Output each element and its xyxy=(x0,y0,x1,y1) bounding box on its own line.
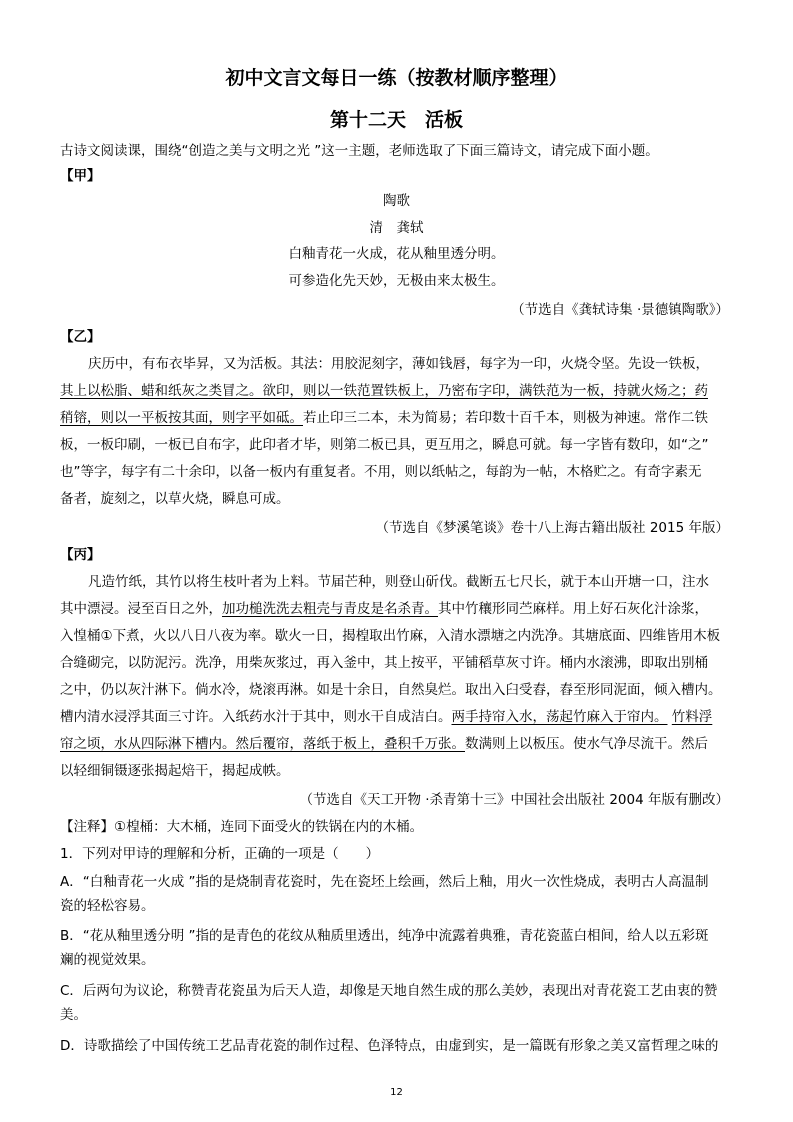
passage-line: 以轻细铜镊逐张揭起焙干，揭起成帙。 xyxy=(60,763,290,779)
option-d: D．诗歌描绘了中国传统工艺品青花瓷的制作过程、色泽特点，由虚到实，是一篇既有形象之美又富哲理之味的 xyxy=(60,1038,719,1054)
poem-line: 白釉青花一火成，花从釉里透分明。 xyxy=(288,246,505,262)
source-citation: （节选自《梦溪笔谈》卷十八上海古籍出版社 2015 年版） xyxy=(375,520,729,536)
passage-text: 其中竹穰形同苎麻样。用上好石灰化汁涂浆， xyxy=(438,601,708,617)
passage-text: 槽内清水浸浮其面三寸许。入纸药水汁于其中，则水干自成洁白。 xyxy=(60,709,452,725)
option-c-continued: 美。 xyxy=(60,1007,87,1023)
document-title: 初中文言文每日一练（按教材顺序整理） xyxy=(225,67,568,89)
option-a: A．“白釉青花一火成 ”指的是烧制青花瓷时，先在瓷坯上绘画，然后上釉，用火一次性烧成，表明古人高温制 xyxy=(60,874,709,890)
annotation-note: 【注释】①楻桶：大木桶，连同下面受火的铁锅在内的木桶。 xyxy=(60,819,424,835)
option-b: B．“花从釉里透分明 ”指的是青色的花纹从釉质里透出，纯净中流露着典雅，青花瓷蓝白相间，给人以五彩斑 xyxy=(60,928,709,944)
poem-line: 可参造化先天妙，无极由来太极生。 xyxy=(288,273,505,289)
passage-line: 合缝砌完，以防泥污。洗净，用柴灰浆过，再入釜中，其上按平，平铺稻草灰寸许。桶内水滚沸，即取出别桶 xyxy=(60,655,708,671)
passage-line: 入惶桶①下煮，火以八日八夜为率。歇火一日，揭楻取出竹麻，入清水漂塘之内洗净。其塘底面、四维皆用木板 xyxy=(60,628,721,644)
section-bing-label: 【丙】 xyxy=(60,547,101,563)
passage-line: 庆历中，有布衣毕昇，又为活板。其法：用胶泥刻字，薄如钱唇，每字为一印，火烧令坚。先设一铁板， xyxy=(88,356,709,372)
underlined-text: 稍镕，则以一平板按其面，则字平如砥。 xyxy=(60,410,303,426)
underlined-text: 然后覆帘，落纸于板上，叠积千万张。 xyxy=(235,736,465,752)
question-stem: 1．下列对甲诗的理解和分析，正确的一项是（ ） xyxy=(60,846,380,862)
passage-line xyxy=(60,708,712,726)
passage-line xyxy=(60,600,708,618)
underlined-text: 其上以松脂、蜡和纸灰之类冒之。欲印，则以一铁范置铁板上，乃密布字印，满铁范为一板，持就火炀之；药 xyxy=(60,383,708,399)
poem-author: 清 龚轼 xyxy=(369,220,424,236)
page-number: 12 xyxy=(390,1087,403,1098)
passage-line xyxy=(60,735,708,753)
option-c: C．后两句为议论，称赞青花瓷虽为后天人造，却像是天地自然生成的那么美妙，表现出对青花瓷工艺由衷的赞 xyxy=(60,983,718,999)
poem-title: 陶歌 xyxy=(383,193,410,209)
underlined-text: 加功槌洗洗去粗壳与青皮是名杀青。 xyxy=(222,601,438,617)
underlined-text: 竹料浮 xyxy=(671,709,713,725)
passage-line xyxy=(60,382,708,400)
section-jia-label: 【甲】 xyxy=(60,168,101,184)
passage-line: 也”等字，每字有二十余印，以备一板内有重复者。不用，则以纸帖之，每韵为一帖，木格贮之。有奇字素无 xyxy=(60,464,702,480)
passage-line: 凡造竹纸，其竹以将生枝叶者为上料。节届芒种，则登山斫伐。截断五七尺长，就于本山开塘一口，注水 xyxy=(88,574,709,590)
intro-text: 古诗文阅读课，围绕“创造之美与文明之光 ”这一主题，老师选取了下面三篇诗文，请完成下面小题。 xyxy=(60,143,659,159)
passage-line: 板，一板印刷，一板已自布字，此印者才毕，则第二板已具，更互用之，瞬息可就。每一字皆有数印，如“之” xyxy=(60,437,709,453)
document-subtitle: 第十二天 活板 xyxy=(329,109,463,131)
passage-text: 数满则上以板压。使水气净尽流干。然后 xyxy=(465,736,708,752)
underlined-text: 两手持帘入水，荡起竹麻入于帘内。 xyxy=(451,709,668,725)
section-yi-label: 【乙】 xyxy=(60,329,101,345)
passage-line: 之中，仍以灰汁淋下。倘水冷，烧滚再淋。如是十余日，自然臭烂。取出入臼受舂，舂至形同泥面，倾入槽内。 xyxy=(60,682,722,698)
passage-line: 备者，旋刻之，以草火烧，瞬息可成。 xyxy=(60,491,290,507)
underlined-text: 帘之顷，水从四际淋下槽内。 xyxy=(60,736,236,752)
passage-text: 其中漂浸。浸至百日之外， xyxy=(60,601,222,617)
option-b-continued: 斓的视觉效果。 xyxy=(60,952,155,968)
option-a-continued: 瓷的轻松容易。 xyxy=(60,898,155,914)
passage-line xyxy=(60,409,708,427)
passage-text: 若止印三二本，未为简易；若印数十百千本，则极为神速。常作二铁 xyxy=(303,410,708,426)
source-citation: （节选自《天工开物 ·杀青第十三》中国社会出版社 2004 年版有删改） xyxy=(299,792,729,808)
source-citation: （节选自《龚轼诗集 ·景德镇陶歌》） xyxy=(511,302,729,318)
